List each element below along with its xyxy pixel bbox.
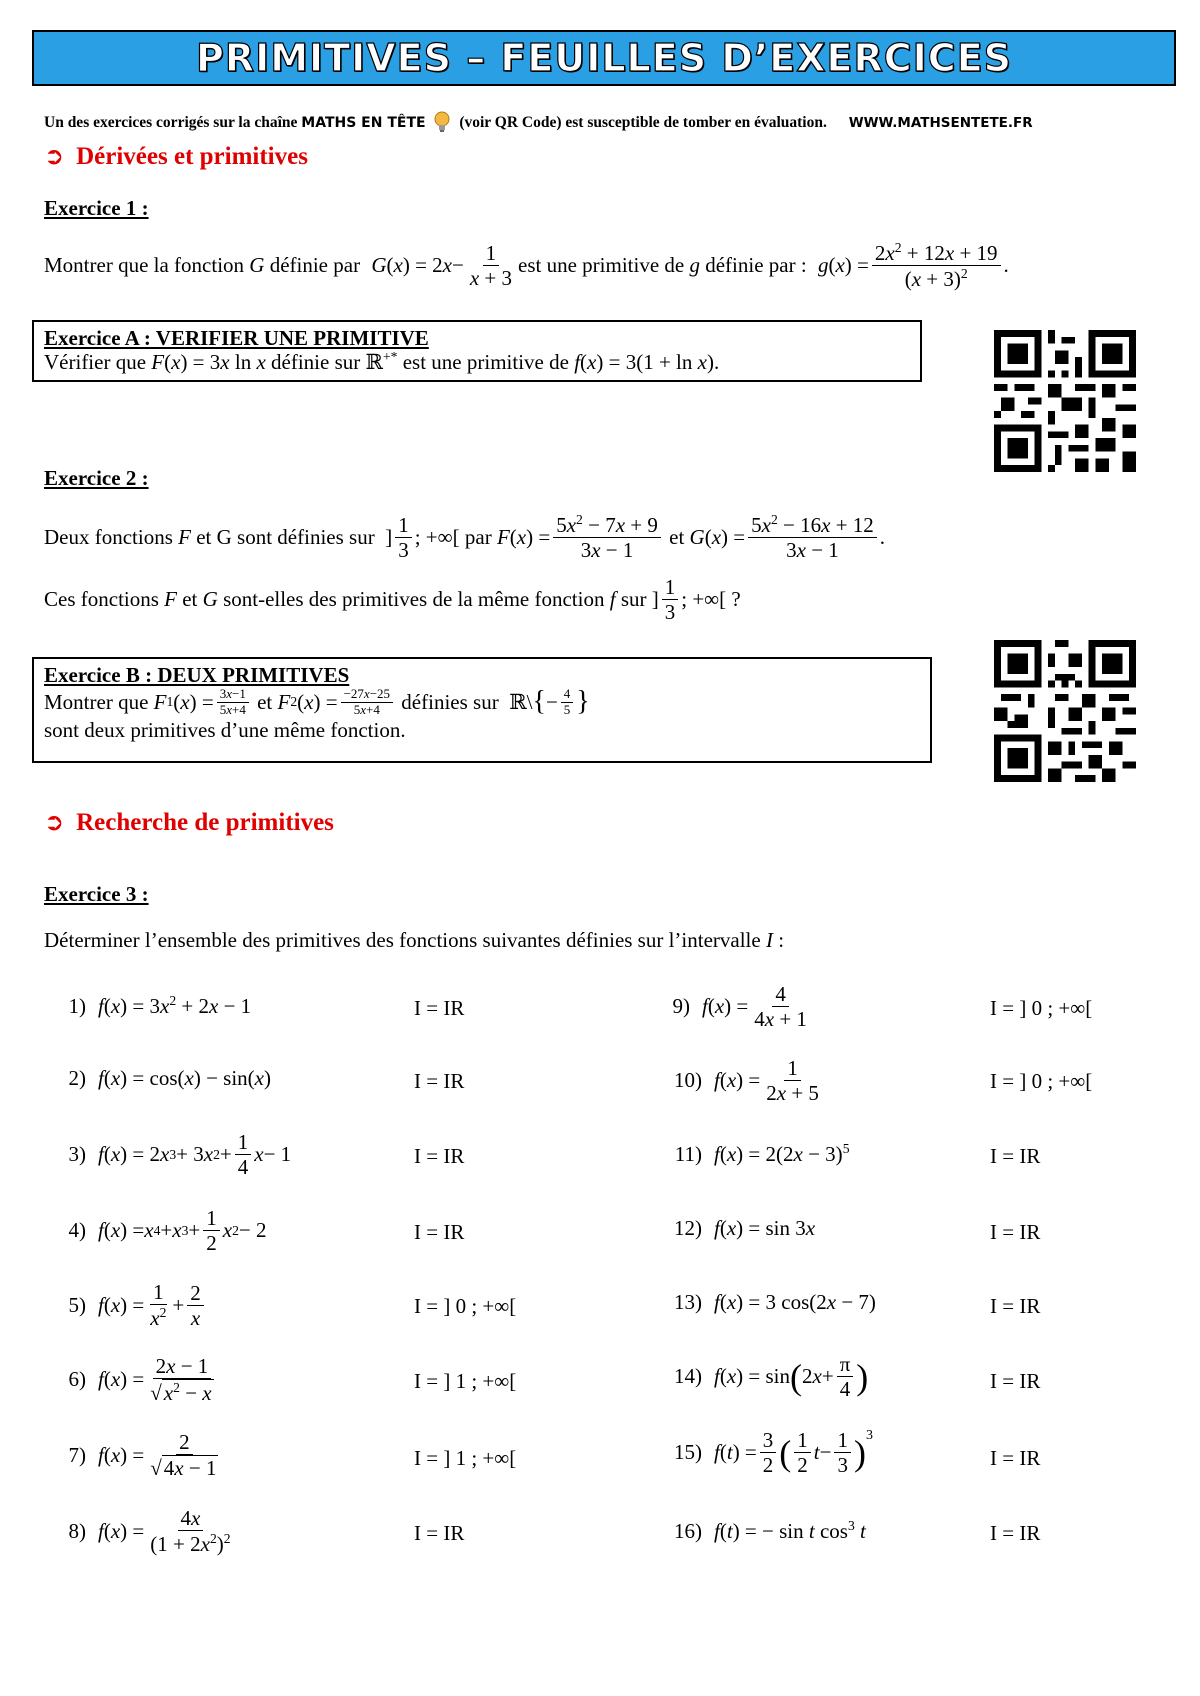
exercise-item: 8) f ( x ) = $\frac{4x}{(1 + 2x^2)^2}$ — [44, 1506, 237, 1556]
item-number: 4) — [68, 1218, 86, 1243]
exb-text: Montrer que — [44, 689, 149, 714]
exercise-item: 12) f(x) = sin 3x — [660, 1216, 815, 1241]
fraction: $\frac{2}{x}$ — [187, 1281, 204, 1330]
ex2-text: Ces fonctions — [44, 587, 159, 612]
fraction: $\frac{1}{3}$ — [662, 575, 679, 624]
item-number: 15) — [674, 1440, 702, 1465]
exercise-item: 5) f ( x ) = $\frac{1}{x^2}$ + $\frac{2}{x}$ — [44, 1280, 207, 1330]
fraction: 2 √ 4x − 1 — [150, 1430, 217, 1481]
item-number: 12) — [674, 1216, 702, 1240]
item-number: 1) — [68, 993, 86, 1018]
item-number: 16) — [674, 1518, 702, 1543]
item-interval: I = IR — [990, 1294, 1041, 1318]
exercise-a-box — [32, 320, 922, 382]
item-interval: I = IR — [414, 1220, 465, 1244]
fraction: $\frac{1}{x^2}$ — [150, 1280, 167, 1331]
website-link[interactable]: WWW.MATHSENTETE.FR — [848, 115, 1033, 131]
intro-line — [44, 111, 1033, 133]
qr-code-icon[interactable] — [994, 640, 1136, 782]
item-number: 3) — [68, 1142, 86, 1167]
qr-code-icon[interactable] — [994, 330, 1136, 472]
ex2-text: ? — [731, 587, 741, 612]
exercise-3-title: Exercice 3 : — [44, 882, 149, 906]
exercise-b-conclusion: sont deux primitives d’une même fonction. — [44, 718, 406, 742]
exercise-item: 9) f ( x ) = $\frac{4}{4x + 1}$ — [648, 982, 813, 1031]
fraction: $\frac{1}{2}$ — [203, 1206, 220, 1255]
item-interval: I = ] 1 ; +∞[ — [414, 1446, 517, 1470]
exercise-a-statement: Vérifier que F(x) = 3x ln x définie sur ℝ+* est une primitive de f(x) = 3(1 + ln x). — [44, 349, 720, 374]
exercise-1-title: Exercice 1 : — [44, 196, 149, 220]
exercise-item: 16) f(t) = − sin t $\cos^3 t$ — [660, 1518, 866, 1544]
exb-text: définies sur — [401, 689, 499, 714]
exercise-2-statement: Deux fonctions F et G sont définies sur ] $\frac{1}{3}$ ; +∞[ par F ( x ) = $\frac{5x^2 - 7x + 9}{3x - 1}$ et G ( x ) = $\frac{5x^2 - 16x + 12}{3x - 1}$ . — [44, 512, 886, 563]
item-number: 11) — [674, 1141, 702, 1166]
section-heading-recherche — [44, 808, 334, 837]
ex1-text: définie par : — [705, 253, 807, 278]
exercise-item: 11) $f(x) = 2(2x - 3)^5$ — [660, 1141, 850, 1167]
ex2-text: et G sont définies sur — [196, 524, 375, 549]
exercise-item: 15) f ( t ) = $\frac{3}{2}$ ( $\frac{1}{2}$ t − $\frac{1}{3}$ ) 3 — [660, 1428, 873, 1477]
ex1-text: est une primitive de — [518, 253, 685, 278]
lightbulb-icon — [433, 111, 451, 133]
exercise-2-question: Ces fonctions F et G sont-elles des primitives de la même fonction f sur ] $\frac{1}{3}$ ; +∞[ ? — [44, 575, 741, 625]
item-interval: I = IR — [990, 1521, 1041, 1545]
exa-text: est une primitive de — [402, 350, 569, 374]
fraction: $\frac{5x^2 - 16x + 12}{3x - 1}$ — [748, 512, 877, 562]
item-number: 10) — [674, 1068, 702, 1093]
fraction: $\frac{1}{2x + 5}$ — [766, 1056, 819, 1106]
ex3-text: Déterminer l’ensemble des primitives des fonctions suivantes définies sur l’intervalle — [44, 928, 761, 952]
exercise-b-title: Exercice B : DEUX PRIMITIVES — [44, 663, 350, 687]
exa-text: définie sur — [271, 350, 361, 374]
exercise-item: 13) f(x) = 3 cos(2x − 7) — [660, 1290, 876, 1315]
exercise-a-title: Exercice A : VERIFIER UNE PRIMITIVE — [44, 326, 429, 350]
item-number: 8) — [68, 1518, 86, 1543]
fraction: $\frac{1}{3}$ — [834, 1428, 851, 1477]
exercise-item: 10) f ( x ) = $\frac{1}{2x + 5}$ — [660, 1056, 825, 1105]
exercise-item: 14) f ( x ) = sin ( 2 x + $\frac{\pi}{4}$ ) — [660, 1352, 868, 1401]
fraction: $\frac{-27x-25}{5x+4}$ — [341, 687, 393, 718]
fraction: $\frac{1}{4}$ — [235, 1130, 252, 1179]
exercise-b-box — [32, 657, 932, 763]
section-title: Recherche de primitives — [76, 809, 334, 836]
item-interval: I = IR — [414, 1521, 465, 1545]
item-interval: I = IR — [990, 1144, 1041, 1168]
arrow-right-icon: ➲ — [44, 808, 65, 836]
fraction: $\frac{1}{x + 3}$ — [469, 241, 513, 291]
fraction: $\frac{1}{2}$ — [794, 1428, 811, 1477]
ex2-text: par — [464, 524, 492, 549]
fraction: $\frac{\pi}{4}$ — [837, 1352, 854, 1401]
ex2-text: Deux fonctions — [44, 524, 173, 549]
item-interval: I = IR — [990, 1369, 1041, 1393]
exercise-b-statement: Montrer que F 1 ( x ) = $\frac{3x-1}{5x+4}$ et F 2 ( x ) = $\frac{-27x-25}{5x+4}$ définies sur ℝ\ { − $\frac{4}{5}$ } — [44, 685, 590, 717]
item-number: 2) — [68, 1066, 86, 1090]
item-number: 14) — [674, 1364, 702, 1389]
ex1-text: définie par — [269, 253, 361, 278]
exercise-item: 1) $f(x) = 3x^2 + 2x - 1$ — [44, 993, 251, 1019]
item-interval: I = ] 1 ; +∞[ — [414, 1369, 517, 1393]
exercise-item: 3) f ( x ) = 2 x 3 + 3 x 2 + $\frac{1}{4}$ x − 1 — [44, 1130, 291, 1179]
item-number: 5) — [68, 1292, 86, 1317]
ex2-text: sur — [620, 587, 647, 612]
exercise-item: 2) f(x) = cos(x) − sin(x) — [44, 1066, 271, 1091]
fraction: $\frac{4}{5}$ — [561, 687, 574, 718]
brand-name: MATHS EN TÊTE — [301, 115, 426, 131]
item-number: 7) — [68, 1442, 86, 1467]
exb-text: et — [257, 689, 273, 714]
ex2-text: et — [182, 587, 198, 612]
section-title: Dérivées et primitives — [76, 143, 308, 170]
fraction: $\frac{3}{2}$ — [760, 1428, 777, 1477]
ex1-text: Montrer que la fonction — [44, 253, 245, 278]
fraction: $\frac{5x^2 - 7x + 9}{3x - 1}$ — [553, 512, 661, 562]
page-title: PRIMITIVES – FEUILLES D’EXERCICES — [195, 36, 1013, 80]
exa-text: Vérifier que — [44, 350, 147, 374]
item-number: 13) — [674, 1290, 702, 1314]
fraction: $\frac{4x}{(1 + 2x^2)^2}$ — [150, 1506, 231, 1557]
section-heading-derivees — [44, 142, 308, 171]
fraction: $\frac{2x^2 + 12x + 19}{(x + 3)^2}$ — [872, 240, 1001, 291]
ex3-text: : — [778, 928, 785, 952]
exercise-1-statement: Montrer que la fonction G définie par G ( x ) = 2 x − $\frac{1}{x + 3}$ est une primitive de g définie par : g ( x ) = $\frac{2x^2 + 12x + 19}{(x + 3)^2}$ . — [44, 240, 1009, 292]
item-interval: I = ] 0 ; +∞[ — [990, 1069, 1093, 1093]
item-number: 9) — [672, 994, 690, 1019]
item-interval: I = ] 0 ; +∞[ — [414, 1294, 517, 1318]
exercise-2-title: Exercice 2 : — [44, 466, 149, 490]
fraction: $\frac{3x-1}{5x+4}$ — [217, 687, 249, 718]
intro-text-2: (voir QR Code) est susceptible de tomber en évaluation. — [459, 114, 827, 131]
exercise-3-statement: Déterminer l’ensemble des primitives des fonctions suivantes définies sur l’intervalle I : — [44, 928, 785, 952]
ex2-text: et — [669, 524, 685, 549]
item-interval: I = IR — [990, 1220, 1041, 1244]
fraction: $\frac{1}{3}$ — [395, 513, 412, 562]
intro-text-1: Un des exercices corrigés sur la chaîne — [44, 114, 298, 131]
title-banner — [32, 30, 1176, 86]
item-interval: I = IR — [990, 1446, 1041, 1470]
item-interval: I = ] 0 ; +∞[ — [990, 996, 1093, 1020]
exercise-item: 7) f ( x ) = 2 √ 4x − 1 — [44, 1430, 224, 1480]
exercise-item: 4) f ( x ) = x 4 + x 3 + $\frac{1}{2}$ x 2 − 2 — [44, 1206, 267, 1255]
exercise-item: 6) f ( x ) = 2x − 1 √ $x^2 - x$ — [44, 1354, 220, 1405]
item-interval: I = IR — [414, 1144, 465, 1168]
ex2-text: sont-elles des primitives de la même fonction — [223, 587, 605, 612]
arrow-right-icon: ➲ — [44, 142, 65, 170]
item-interval: I = IR — [414, 996, 465, 1020]
fraction: $\frac{4}{4x + 1}$ — [754, 982, 807, 1032]
fraction: 2x − 1 √ $x^2 - x$ — [150, 1354, 212, 1406]
item-interval: I = IR — [414, 1069, 465, 1093]
item-number: 6) — [68, 1367, 86, 1392]
